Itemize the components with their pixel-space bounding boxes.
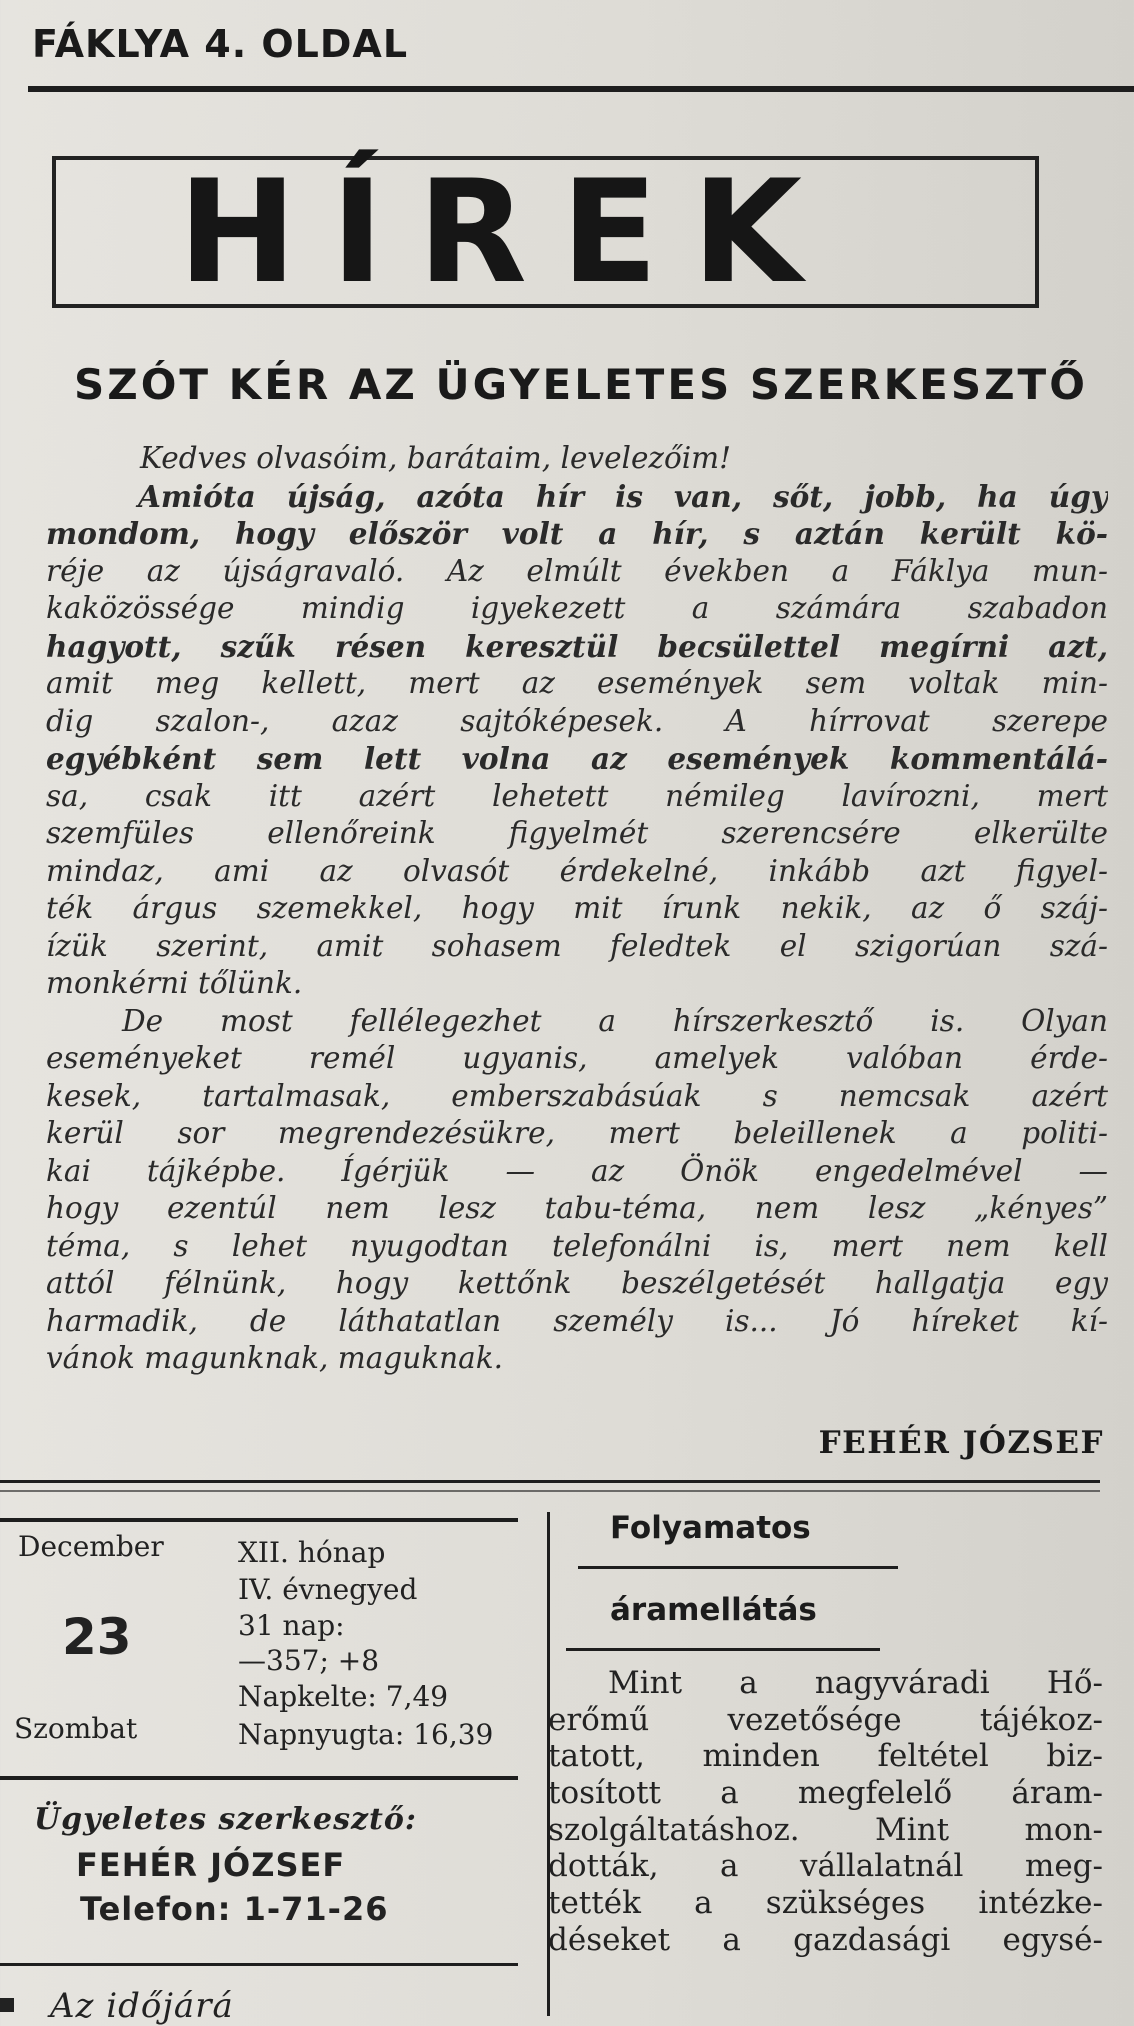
article-line: szemfüles ellenőreink figyelmét szerencsére elkerülte <box>46 816 1108 850</box>
article-line: attól félnünk, hogy kettőnk beszélgetését hallgatja egy <box>46 1266 1108 1300</box>
article-line: hogy ezentúl nem lesz tabu-téma, nem lesz „kényes” <box>46 1191 1108 1225</box>
news-line: erőmű vezetősége tájékoz- <box>548 1701 1103 1738</box>
article-line: vánok magunknak, maguknak. <box>46 1341 503 1375</box>
duty-editor-name: FEHÉR JÓZSEF <box>76 1846 346 1884</box>
news-line: Mint a nagyváradi Hő- <box>608 1665 1103 1701</box>
news-title-rule <box>578 1566 898 1569</box>
news-line: tették a szükséges intézke- <box>548 1885 1103 1922</box>
article-headline: SZÓT KÉR AZ ÜGYELETES SZERKESZTŐ <box>74 360 1088 409</box>
calendar-sunrise: Napkelte: 7,49 <box>238 1680 449 1713</box>
footer-fragment: Az időjárá <box>50 1986 234 2026</box>
article-line: mindaz, ami az olvasót érdekelné, inkább azt figyel- <box>46 853 1108 888</box>
article-line: kaközössége mindig igyekezett a számára szabadon <box>46 591 1108 625</box>
calendar-top-rule <box>0 1518 518 1522</box>
article-line: Amióta újság, azóta hír is van, sőt, jobb, ha úgy <box>138 478 1108 514</box>
article-line: egyébként sem lett volna az események kommentálá- <box>46 741 1108 776</box>
article-line: kerül sor megrendezésükre, mert beleillenek a politi- <box>46 1116 1108 1150</box>
news-line: tatott, minden feltétel biz- <box>548 1738 1103 1775</box>
calendar-month: December <box>18 1530 164 1563</box>
article-line: Kedves olvasóim, barátaim, levelezőim! <box>140 441 731 475</box>
calendar-sunset: Napnyugta: 16,39 <box>238 1718 494 1751</box>
article-body <box>46 440 1108 1378</box>
news-title-line1: Folyamatos <box>610 1510 811 1546</box>
article-line: eseményeket remél ugyanis, amelyek valóban érde- <box>46 1041 1108 1075</box>
article-line: dig szalon-, azaz sajtóképesek. A hírrovat szerepe <box>46 703 1108 738</box>
news-body <box>548 1665 1103 1959</box>
bullet-square <box>0 1998 14 2012</box>
duty-editor-label: Ügyeletes szerkesztő: <box>34 1802 417 1837</box>
article-line: monkérni tőlünk. <box>46 966 303 1000</box>
article-line: réje az újságravaló. Az elmúlt években a Fáklya mun- <box>46 553 1108 588</box>
article-signature: FEHÉR JÓZSEF <box>818 1425 1104 1461</box>
article-line: De most fellélegezhet a hírszerkesztő is. Olyan <box>122 1003 1108 1038</box>
header-rule <box>28 86 1134 92</box>
news-title-line2: áramellátás <box>610 1592 817 1628</box>
news-line: déseket a gazdasági egysé- <box>548 1921 1103 1958</box>
calendar-month-number: XII. hónap <box>238 1536 386 1569</box>
calendar-bottom-rule <box>0 1776 518 1780</box>
calendar-day: 23 <box>62 1608 132 1666</box>
calendar-weekday: Szombat <box>14 1712 138 1745</box>
article-line: sa, csak itt azért lehetett némileg lavírozni, mert <box>46 778 1108 813</box>
article-line: kai tájképbe. Ígérjük — az Önök engedelmével — <box>46 1153 1108 1188</box>
article-line: hagyott, szűk résen keresztül becsülettel megírni azt, <box>46 628 1108 664</box>
masthead-title: HÍREK <box>177 150 837 315</box>
article-line: ízük szerint, amit sohasem feledtek el szigorúan szá- <box>46 928 1108 963</box>
article-line: ték árgus szemekkel, hogy mit írunk nekik, az ő száj- <box>46 891 1108 925</box>
article-line: mondom, hogy először volt a hír, s aztán került kö- <box>46 516 1108 551</box>
article-line: kesek, tartalmasak, emberszabásúak s nemcsak azért <box>46 1078 1108 1113</box>
page-header: FÁKLYA 4. OLDAL <box>32 22 409 66</box>
calendar-days-in-month: 31 nap: <box>238 1609 345 1642</box>
news-line: tosított a megfelelő áram- <box>548 1775 1103 1812</box>
news-line: szolgáltatáshoz. Mint mon- <box>548 1811 1103 1848</box>
news-title-rule-bottom <box>566 1648 880 1651</box>
news-line: dották, a vállalatnál meg- <box>548 1848 1103 1885</box>
calendar-quarter: IV. évnegyed <box>238 1573 418 1606</box>
article-line: téma, s lehet nyugodtan telefonálni is, mert nem kell <box>46 1228 1108 1263</box>
article-line: harmadik, de láthatatlan személy is... Jó híreket kí- <box>46 1303 1108 1338</box>
article-line: amit meg kellett, mert az események sem voltak min- <box>46 666 1108 700</box>
section-rule-thin <box>0 1490 1100 1492</box>
duty-editor-bottom-rule <box>0 1963 518 1966</box>
calendar-day-counter: —357; +8 <box>238 1644 380 1677</box>
duty-editor-phone: Telefon: 1-71-26 <box>80 1890 389 1928</box>
section-rule <box>0 1480 1100 1483</box>
